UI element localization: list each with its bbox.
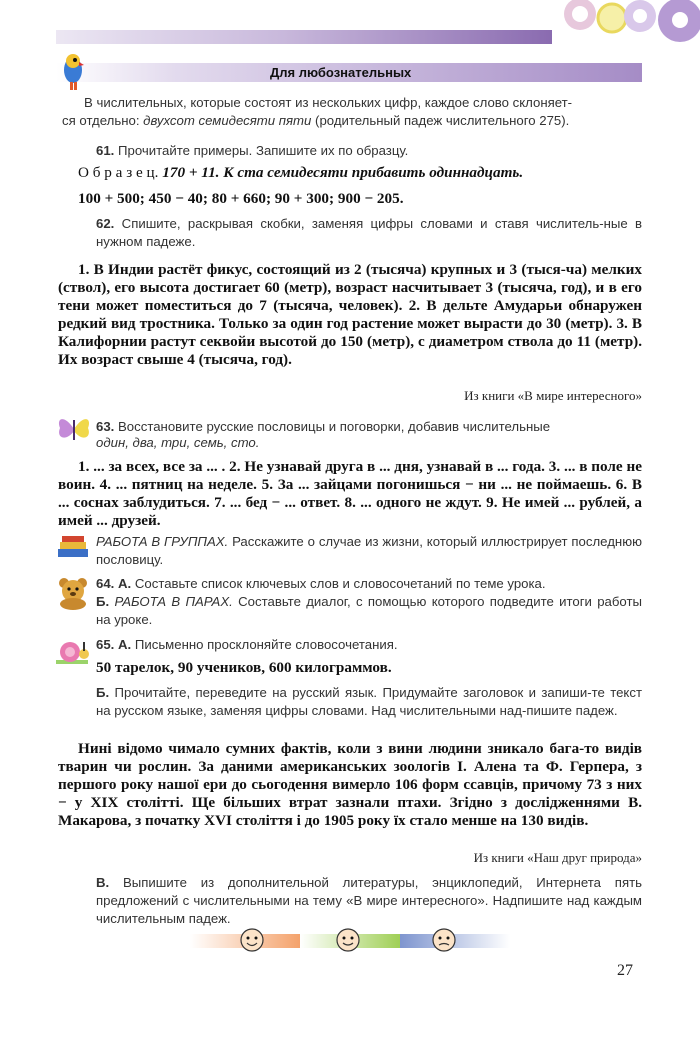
exercise-65-phrases: 50 тарелок, 90 учеников, 600 килограммов. <box>96 659 392 676</box>
exercise-63-words: один, два, три, семь, сто. <box>96 435 260 450</box>
exercise-65-ukrainian-text: Нині відомо чимало сумних фактів, коли з вини людини зникало бага-то видів тварин чи рослин. За даними американських зоологів І. Алена та Ф. Герпера, з першого року нашої ери до сьогодення вимерло 106 форм ссавців, причому 73 з них − у XIX столітті. Ще більших втрат зазнали птахи. Згідно з дослідженнями В. Макарова, з початку XVI століття і до 1905 року їх стало менше на 130 видів. <box>58 740 642 829</box>
exercise-61-sample: О б р а з е ц. 170 + 11. К ста семидесяти прибавить одиннадцать. <box>78 164 524 181</box>
face-icon <box>334 925 362 953</box>
note-line-2: ся отдельно: двухсот семидесяти пяти (родительный падеж числительного 275). <box>62 113 570 128</box>
books-icon <box>56 533 90 561</box>
exercise-65-source: Из книги «Наш друг природа» <box>473 850 642 865</box>
exercise-65-c: В. Выпишите из дополнительной литературы, энциклопедий, Интернета пять предложений с числительными на тему «В мире интересного». Надпишите над каждым числительным падеж. <box>96 875 642 926</box>
exercise-61-task: 61. Прочитайте примеры. Запишите их по образцу. <box>96 143 409 158</box>
top-decor-bar <box>56 30 552 44</box>
exercise-63-task: 63. Восстановите русские пословицы и поговорки, добавив числительные <box>96 419 551 434</box>
butterfly-icon <box>56 412 92 446</box>
face-icon <box>430 925 458 953</box>
exercise-64-a: 64. А. Составьте список ключевых слов и словосочетаний по теме урока. <box>96 576 546 591</box>
exercise-62-source: Из книги «В мире интересного» <box>464 388 642 403</box>
face-icon <box>238 925 266 953</box>
banner-title: Для любознательных <box>270 65 412 80</box>
group-work-task: РАБОТА В ГРУППАХ. Расскажите о случае из жизни, который иллюстрирует последнюю пословицу. <box>96 534 642 567</box>
exercise-65-a: 65. А. Письменно просклоняйте словосочетания. <box>96 637 398 652</box>
decor-circles-icon <box>530 0 700 60</box>
exercise-61-examples: 100 + 500; 450 − 40; 80 + 660; 90 + 300; 900 − 205. <box>78 190 404 207</box>
note-line-1: В числительных, которые состоят из нескольких цифр, каждое слово склоняет- <box>84 95 573 110</box>
bear-icon <box>54 576 92 610</box>
exercise-62-text: 1. В Индии растёт фикус, состоящий из 2 (тысяча) крупных и 3 (тыся-ча) мелких (ствол), его высота достигает 60 (метр), возраст насчитывает 3 (тысяча, год), и в его тени может поместиться до 7 (тысяча, человек). 2. В дельте Амударьи обнаружен редкий вид тростника. Только за один год растение может вырасти до 30 (метр). 3. В Калифорнии растут секвойи высотой до 150 (метр), с диаметром ствола до 11 (метр). Их возраст свыше 4 (тысяча, год). <box>58 261 642 368</box>
snail-icon <box>54 636 92 668</box>
exercise-64-b: Б. РАБОТА В ПАРАХ. Составьте диалог, с помощью которого подведите итоги работы на уроке. <box>96 594 642 627</box>
exercise-62-task: 62. Спишите, раскрывая скобки, заменяя цифры словами и ставя числитель-ные в нужном падеже. <box>96 216 643 249</box>
parrot-icon <box>60 52 86 92</box>
exercise-65-b: Б. Прочитайте, переведите на русский язык. Придумайте заголовок и запиши-те текст на русском языке, заменяя цифры словами. Над числительными над-пишите падеж. <box>96 685 642 718</box>
page-number: 27 <box>617 962 633 979</box>
exercise-63-text: 1. ... за всех, все за ... . 2. Не узнавай друга в ... дня, узнавай в ... года. 3. ... в поле не воин. 4. ... пятниц на неделе. 5. За ... зайцами погонишься − ни ... не поймаешь. 6. В ... соснах заблудиться. 7. ... бед − ... ответ. 8. ... одного не ждут. 9. Не имей ... рублей, а имей ... друзей. <box>58 458 642 529</box>
